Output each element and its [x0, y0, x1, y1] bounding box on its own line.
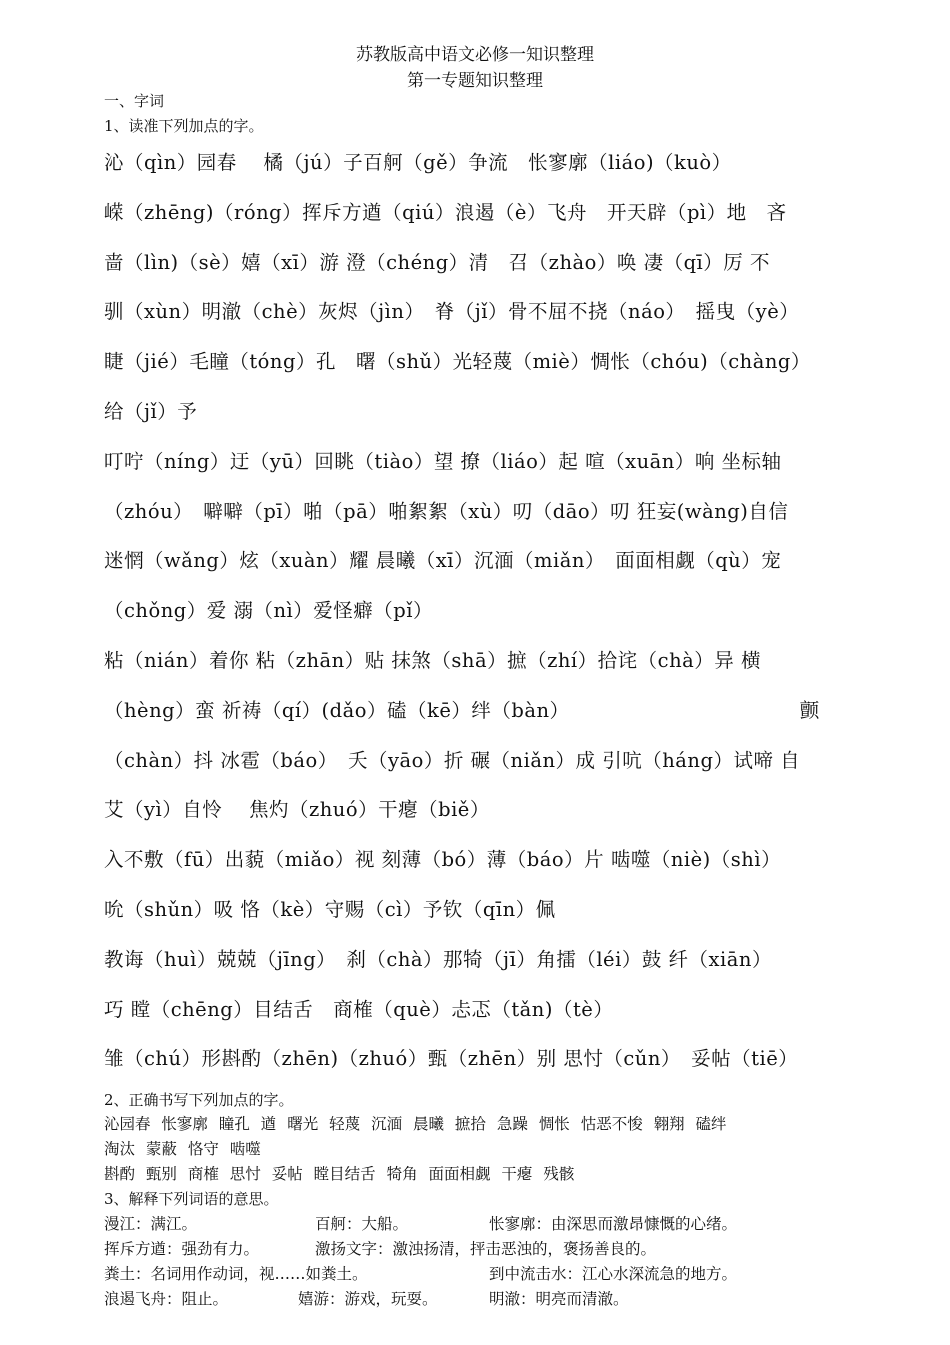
pronunciation-line: 吮（shǔn）吸 恪（kè）守赐（cì）予钦（qīn）佩 [104, 897, 556, 921]
definition-item: 怅寥廓：由深思而激昂慷慨的心绪。 [489, 1215, 738, 1233]
pronunciation-line: 艾（yì）自怜 焦灼（zhuó）干瘪（biě） [104, 798, 490, 822]
pronunciation-line: 巧 瞠（chēng）目结舌 商榷（què）忐忑（tǎn)（tè） [104, 997, 614, 1021]
pronunciation-line: （zhóu） 噼噼（pī）啪（pā）啪絮絮（xù）叨（dāo）叨 狂妄(wàng)自信 [104, 499, 789, 523]
pronunciation-list [104, 140, 864, 1086]
pronunciation-line: 给（jǐ）予 [104, 399, 198, 423]
definition-row [104, 1212, 904, 1236]
definition-row [104, 1287, 904, 1311]
section-heading-words: 一、字词 [104, 92, 165, 110]
pronunciation-line: 迷惘（wǎng）炫（xuàn）耀 晨曦（xī）沉湎（miǎn） 面面相觑（qù）宠 [104, 549, 782, 573]
pronunciation-line: 入不敷（fū）出藐（miǎo）视 刻薄（bó）薄（báo）片 啮噬（niè)（shì） [104, 848, 782, 872]
definition-item: 到中流击水：江心水深流急的地方。 [489, 1265, 738, 1283]
pronunciation-line: 睫（jié）毛瞳（tóng）孔 曙（shǔ）光轻蔑（miè）惆怅（chóu)（chàng） [104, 350, 811, 374]
definition-row [104, 1262, 904, 1286]
pronunciation-line: 嵘（zhēng)（róng）挥斥方遒（qiú）浪遏（è）飞舟 开天辟（pì）地 吝 [104, 200, 787, 224]
pronunciation-line: （hèng）蛮 祈祷（qí）(dǎo）磕（kē）绊（bàn） 颤 [104, 698, 820, 722]
subsection-heading-pronunciation: 1、读准下列加点的字。 [104, 117, 264, 135]
definition-item: 嬉游：游戏，玩耍。 [298, 1290, 438, 1308]
definition-row [104, 1237, 904, 1261]
pronunciation-line: 粘（nián）着你 粘（zhān）贴 抹煞（shā）摭（zhí）拾诧（chà）异 横 [104, 648, 761, 672]
pronunciation-line: （chǒng）爱 溺（nì）爱怪癖（pǐ） [104, 599, 433, 623]
definition-item: 明澈：明亮而清澈。 [489, 1290, 629, 1308]
pronunciation-line: 雏（chú）形斟酌（zhēn)（zhuó）甄（zhēn）别 思忖（cǔn） 妥帖（tiē） [104, 1047, 799, 1071]
definition-item: 粪土：名词用作动词，视……如粪土。 [104, 1265, 368, 1283]
writing-line: 斟酌 甄别 商榷 思忖 妥帖 瞠目结舌 犄角 面面相觑 干瘪 残骸 [104, 1165, 575, 1183]
definition-item: 百舸：大船。 [315, 1215, 409, 1233]
definition-item: 挥斥方遒：强劲有力。 [104, 1240, 260, 1258]
definition-item: 激扬文字：激浊扬清，抨击恶浊的，褒扬善良的。 [315, 1240, 657, 1258]
document-subtitle: 第一专题知识整理 [407, 71, 543, 91]
subsection-heading-writing: 2、正确书写下列加点的字。 [104, 1091, 294, 1109]
pronunciation-line: 沁（qìn）园春 橘（jú）子百舸（gě）争流 怅寥廓（liáo)（kuò） [104, 151, 732, 174]
pronunciation-line: 驯（xùn）明澈（chè）灰烬（jìn） 脊（jǐ）骨不屈不挠（náo） 摇曳（yè） [104, 300, 800, 324]
subsection-heading-meanings: 3、解释下列词语的意思。 [104, 1190, 279, 1208]
writing-line: 淘汰 蒙蔽 恪守 啮噬 [104, 1140, 261, 1158]
pronunciation-line: （chàn）抖 冰雹（báo） 夭（yāo）折 碾（niǎn）成 引吭（háng）试啼 自 [104, 748, 801, 772]
definition-item: 漫江：满江。 [104, 1215, 198, 1233]
definition-item: 浪遏飞舟：阻止。 [104, 1290, 229, 1308]
document-title: 苏教版高中语文必修一知识整理 [356, 45, 594, 65]
writing-line: 沁园春 怅寥廓 瞳孔 遒 曙光 轻蔑 沉湎 晨曦 摭拾 急躁 惆怅 怙恶不悛 翱翔 磕绊 [104, 1115, 727, 1133]
pronunciation-line: 啬（lìn)（sè）嬉（xī）游 澄（chéng）清 召（zhào）唤 凄（qī）厉 不 [104, 250, 770, 274]
pronunciation-line: 教诲（huì）兢兢（jīng） 刹（chà）那犄（jī）角擂（léi）鼓 纤（xiān） [104, 947, 772, 971]
pronunciation-line: 叮咛（níng）迂（yū）回眺（tiào）望 撩（liáo）起 喧（xuān）响 坐标轴 [104, 449, 782, 473]
